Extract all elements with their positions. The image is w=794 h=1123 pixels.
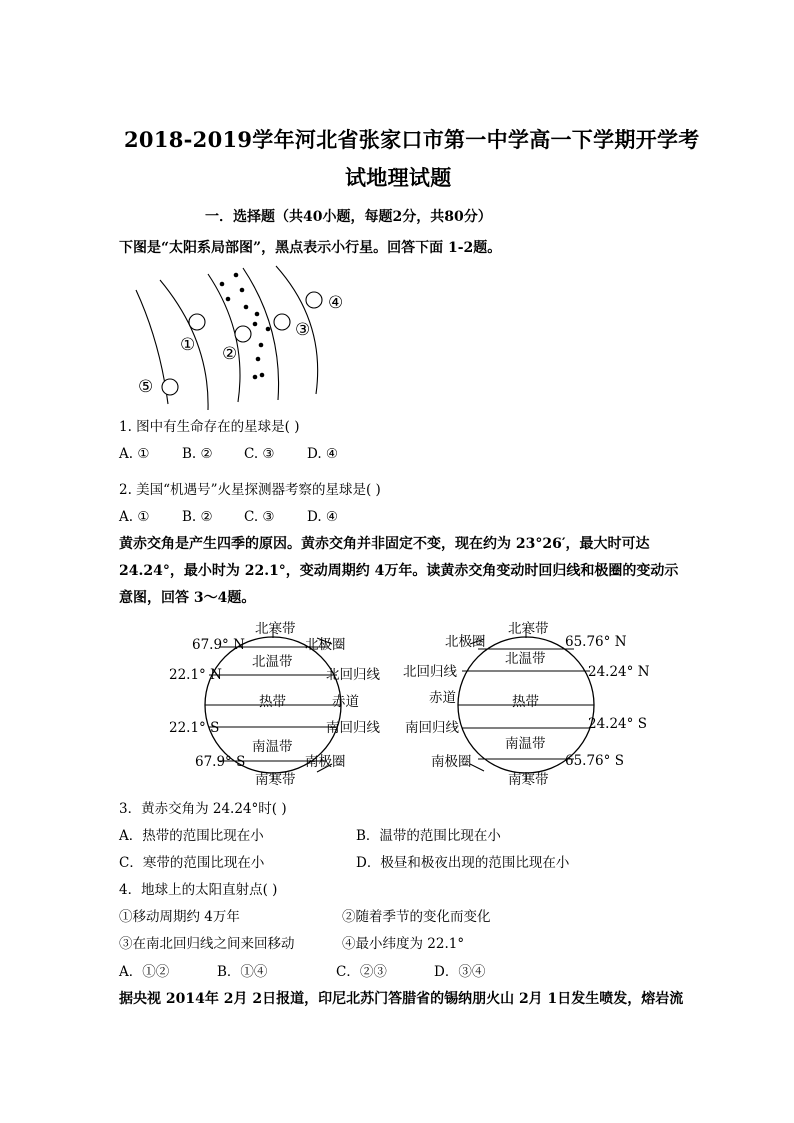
q1-option-b[interactable]: B. ② [182,446,213,462]
left-south-temperate: 南温带 [252,739,293,755]
planet-4 [306,292,322,308]
q3-option-d[interactable]: D．极昼和极夜出现的范围比现在小 [356,855,570,871]
intro-obliquity-line-3: 意图，回答 3～4题。 [119,590,256,606]
right-north-temperate: 北温带 [505,651,546,667]
planet-2 [235,326,251,342]
question-1-stem: 1. 图中有生命存在的星球是( ) [119,419,300,435]
right-equator: 赤道 [429,690,456,706]
q2-option-d[interactable]: D. ④ [307,509,339,525]
label-3: ③ [295,320,311,340]
q4-option-d[interactable]: D．③④ [434,964,486,980]
q2-option-b[interactable]: B. ② [182,509,213,525]
q1-option-a[interactable]: A. ① [119,446,150,462]
intro-obliquity-line-2: 24.24°，最小时为 22.1°，变动周期约 4万年。读黄赤交角变动时回归线和极圈的变动示 [119,563,679,579]
left-lat-67-9-s: 67.9° S [195,754,246,770]
label-1: ① [180,335,196,355]
q4-statement-3: ③在南北回归线之间来回移动 [119,936,295,952]
right-tropics: 热带 [512,694,539,710]
intro-volcano-line: 据央视 2014年 2月 2日报道，印尼北苏门答腊省的锡纳朋火山 2月 1日发生喷发，熔岩流 [119,991,684,1007]
q4-option-b[interactable]: B．①④ [217,964,268,980]
section-heading: 一．选择题（共40小题，每题2分，共80分） [205,209,492,225]
left-lat-67-9-n: 67.9° N [192,637,245,653]
q1-option-d[interactable]: D. ④ [307,446,339,462]
right-south-frigid: 南寒带 [508,772,549,788]
right-lat-65-76-n: 65.76° N [565,634,627,650]
left-north-frigid: 北寒带 [255,621,296,637]
q4-statement-4: ④最小纬度为 22.1° [342,936,465,952]
right-tropic-capricorn: 南回归线 [405,720,459,736]
q1-option-c[interactable]: C. ③ [244,446,275,462]
right-lat-24-24-n: 24.24° N [588,664,650,680]
label-4: ④ [328,293,344,313]
q2-option-a[interactable]: A. ① [119,509,150,525]
left-tropics: 热带 [259,694,286,710]
left-south-frigid: 南寒带 [255,772,296,788]
right-lat-65-76-s: 65.76° S [565,753,624,769]
right-antarctic-circle: 南极圈 [431,754,472,770]
left-lat-22-1-s: 22.1° S [169,720,220,736]
right-tropic-cancer: 北回归线 [403,664,457,680]
question-2-stem: 2. 美国“机遇号”火星探测器考察的星球是( ) [119,482,381,498]
left-arctic-circle: 北极圈 [305,637,346,653]
title-line-1: 2018-2019学年河北省张家口市第一中学高一下学期开学考 [124,127,700,152]
solar-system-diagram [118,262,358,412]
q4-statement-2: ②随着季节的变化而变化 [342,909,491,925]
right-lat-24-24-s: 24.24° S [588,716,647,732]
left-tropic-cancer: 北回归线 [326,667,380,683]
q4-statement-1: ①移动周期约 4万年 [119,909,240,925]
earth-diagram-right [400,614,650,790]
question-4-stem: 4．地球上的太阳直射点( ) [119,882,278,898]
left-tropic-capricorn: 南回归线 [326,720,380,736]
label-5: ⑤ [138,377,154,397]
intro-obliquity-line-1: 黄赤交角是产生四季的原因。黄赤交角并非固定不变，现在约为 23°26′，最大时可达 [119,536,650,552]
orbit-2 [208,274,240,402]
left-equator: 赤道 [332,694,359,710]
planet-5 [162,379,178,395]
left-lat-22-1-n: 22.1° N [169,667,222,683]
label-2: ② [222,344,238,364]
right-arctic-circle: 北极圈 [445,634,486,650]
q3-option-b[interactable]: B．温带的范围比现在小 [356,828,501,844]
question-3-stem: 3．黄赤交角为 24.24°时( ) [119,801,287,817]
q3-option-a[interactable]: A．热带的范围比现在小 [119,828,264,844]
right-south-temperate: 南温带 [505,736,546,752]
q4-option-a[interactable]: A．①② [119,964,170,980]
left-antarctic-circle: 南极圈 [305,754,346,770]
title-line-2: 试地理试题 [345,165,452,190]
q3-option-c[interactable]: C．寒带的范围比现在小 [119,855,265,871]
earth-diagram-left [162,614,390,790]
left-north-temperate: 北温带 [252,654,293,670]
q4-option-c[interactable]: C．②③ [336,964,387,980]
q2-option-c[interactable]: C. ③ [244,509,275,525]
intro-solar-system: 下图是“太阳系局部图”，黑点表示小行星。回答下面 1-2题。 [119,240,502,256]
planet-1 [189,314,205,330]
right-north-frigid: 北寒带 [508,621,549,637]
planet-3 [274,314,290,330]
